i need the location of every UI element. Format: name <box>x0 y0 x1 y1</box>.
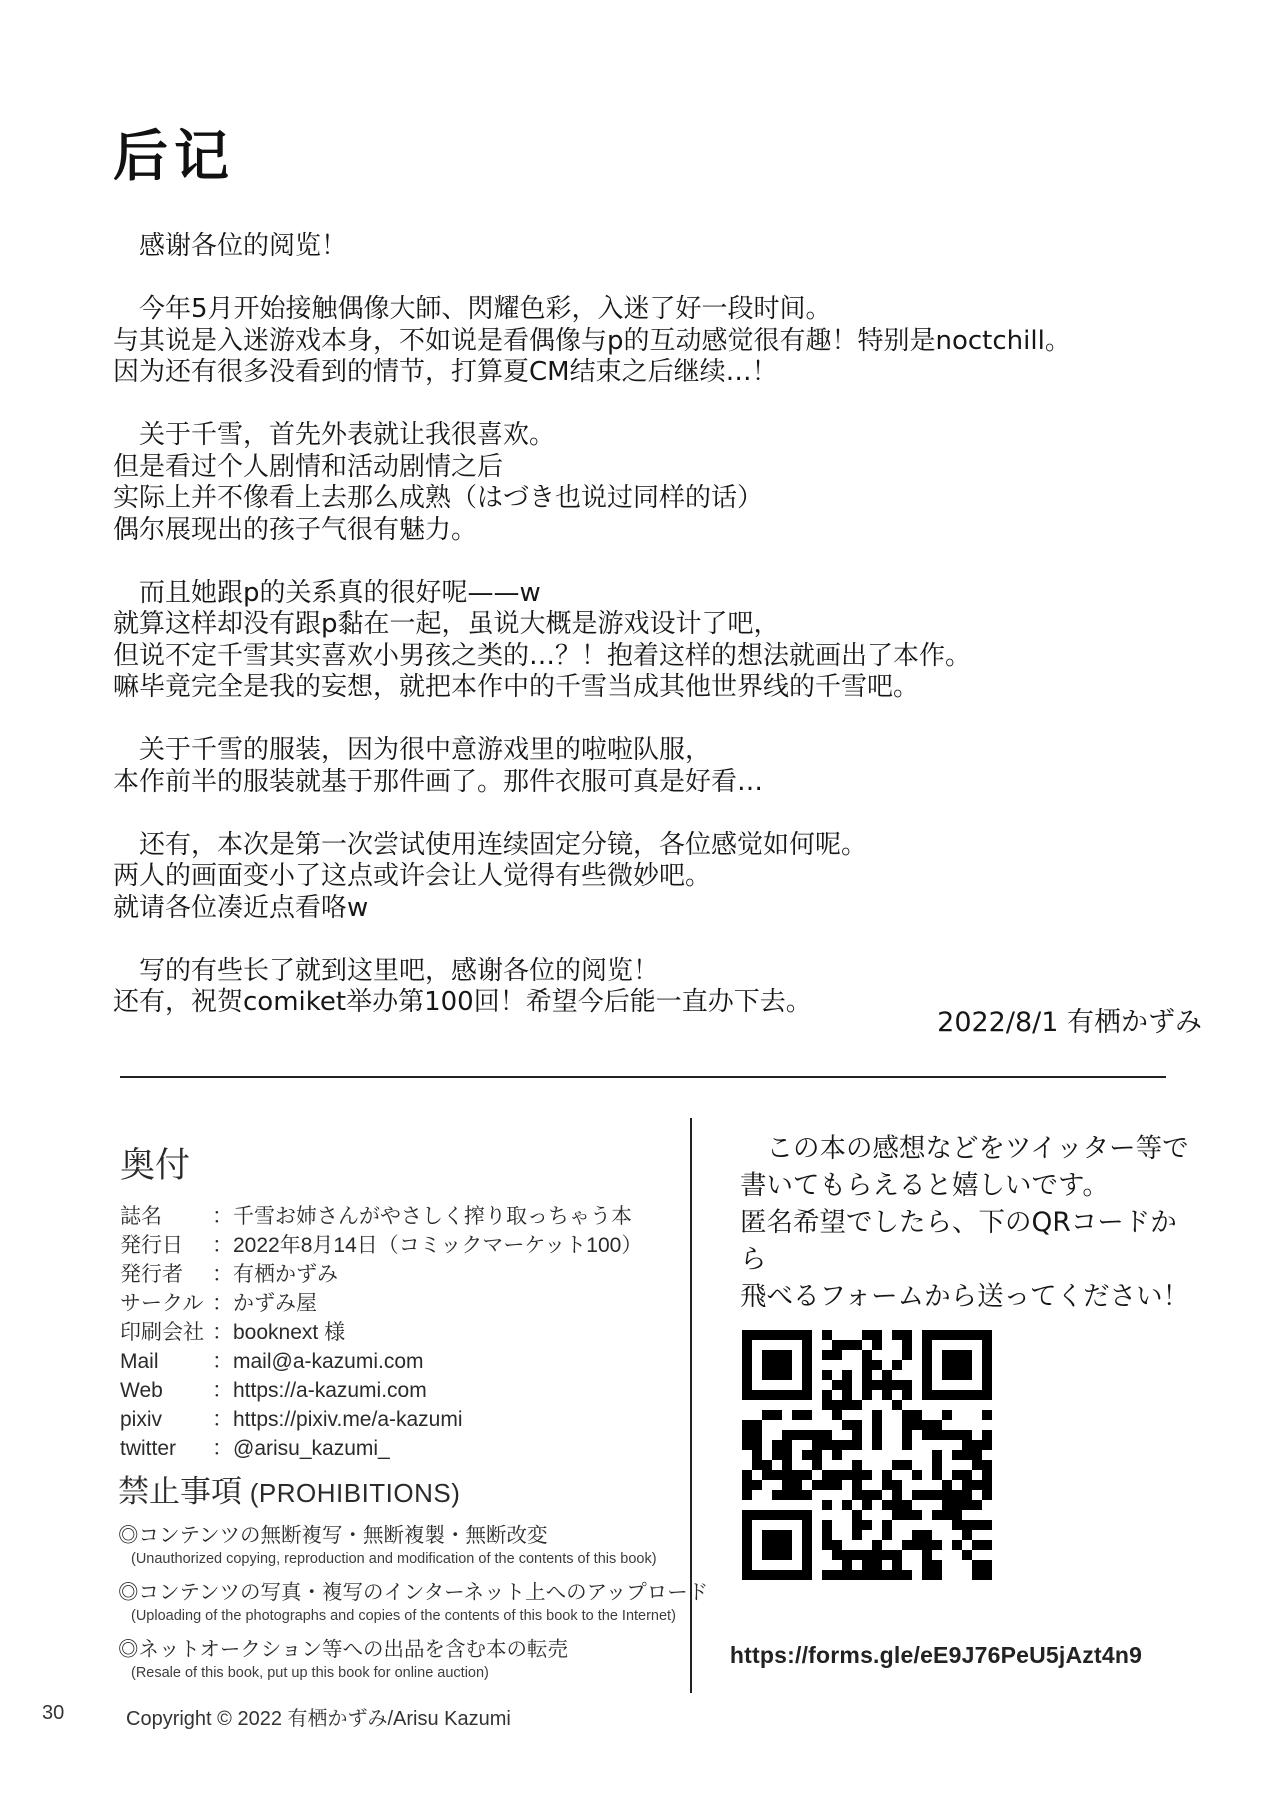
colophon-value: ：千雪お姉さんがやさしく搾り取っちゃう本 <box>212 1205 632 1228</box>
afterword-body <box>113 231 1183 1019</box>
colophon-value: ：有栖かずみ <box>212 1263 338 1286</box>
vertical-divider <box>690 1118 692 1693</box>
afterword-line: 写的有些长了就到这里吧，感谢各位的阅览！ <box>113 955 660 986</box>
colophon-label: Mail <box>120 1350 159 1373</box>
prohibition-item <box>118 1637 678 1683</box>
colophon-value: ：2022年8月14日（コミックマーケット100） <box>212 1234 643 1257</box>
prohibitions-title-en: (PROHIBITIONS) <box>242 1478 461 1508</box>
prohibition-item <box>118 1580 709 1626</box>
qr-code-wrap <box>742 1330 992 1580</box>
colophon-row <box>120 1231 675 1260</box>
colophon-row <box>120 1405 675 1434</box>
afterword-line: 就请各位凑近点看咯w <box>113 892 369 923</box>
afterword-line: 还有，本次是第一次尝试使用连续固定分镜，各位感觉如何呢。 <box>113 829 868 860</box>
feedback-form-url: https://forms.gle/eE9J76PeU5jAzt4n9 <box>729 1642 1143 1668</box>
afterword-line <box>113 546 1183 578</box>
colophon-label: 印刷会社 <box>120 1321 204 1344</box>
prohibition-item <box>118 1523 678 1569</box>
afterword-line <box>113 924 1183 956</box>
feedback-line: 匿名希望でしたら、下のQRコードから <box>740 1207 1177 1275</box>
afterword-line: 嘛毕竟完全是我的妄想，就把本作中的千雪当成其他世界线的千雪吧。 <box>113 672 920 702</box>
colophon-label: 発行者 <box>120 1263 183 1286</box>
page-number: 30 <box>42 1702 65 1724</box>
afterword-line: 但是看过个人剧情和活动剧情之后 <box>113 451 504 482</box>
afterword-line: 两人的画面变小了这点或许会让人觉得有些微妙吧。 <box>113 861 712 891</box>
colophon-value: ：booknext 様 <box>212 1321 346 1344</box>
prohibition-en: (Resale of this book, put up this book for online auction) <box>131 1665 489 1681</box>
afterword-line: 实际上并不像看上去那么成熟（はづき也说过同样的话） <box>113 483 764 513</box>
prohibitions-title <box>118 1466 678 1511</box>
afterword-line <box>113 798 1183 830</box>
colophon-title: 奥付 <box>120 1146 191 1185</box>
afterword-line <box>113 704 1183 736</box>
prohibition-jp: ◎コンテンツの無断複写・無断複製・無断改変 <box>118 1524 548 1547</box>
colophon-value: ：https://a-kazumi.com <box>212 1379 427 1402</box>
afterword-line: 今年5月开始接触偶像大師、閃耀色彩，入迷了好一段时间。 <box>113 294 832 324</box>
colophon-row <box>120 1434 675 1463</box>
prohibitions-title-jp: 禁止事項 <box>118 1474 242 1509</box>
prohibition-en: (Unauthorized copying, reproduction and modification of the contents of this book) <box>131 1551 657 1567</box>
feedback-line: 書いてもらえると嬉しいです。 <box>740 1170 1109 1201</box>
qr-code <box>742 1330 992 1580</box>
afterword-line: 本作前半的服装就基于那件画了。那件衣服可真是好看… <box>113 766 764 797</box>
colophon-row <box>120 1202 675 1231</box>
afterword-line: 偶尔展现出的孩子气很有魅力。 <box>113 514 478 545</box>
afterword-line: 关于千雪，首先外表就让我很喜欢。 <box>113 420 556 450</box>
colophon-label: 誌名 <box>120 1205 162 1228</box>
feedback-note <box>740 1130 1190 1315</box>
afterword-line <box>113 389 1183 421</box>
feedback-line: 飛べるフォームから送ってください！ <box>740 1281 1190 1312</box>
colophon-value: ：@arisu_kazumi_ <box>212 1437 390 1460</box>
afterword-line: 与其说是入迷游戏本身，不如说是看偶像与p的互动感觉很有趣！特别是noctchill。 <box>113 325 1071 356</box>
prohibitions-section <box>118 1466 709 1694</box>
prohibition-jp: ◎コンテンツの写真・複写のインターネット上へのアップロード <box>118 1581 709 1604</box>
colophon-section <box>120 1138 675 1463</box>
prohibition-jp: ◎ネットオークション等への出品を含む本の転売 <box>118 1638 568 1661</box>
colophon-value: ：https://pixiv.me/a-kazumi <box>212 1408 463 1431</box>
colophon-value: ：かずみ屋 <box>212 1292 317 1315</box>
prohibitions-list <box>118 1523 709 1683</box>
afterword-line: 因为还有很多没看到的情节，打算夏CM结束之后继续…！ <box>113 357 778 387</box>
colophon-label: 発行日 <box>120 1234 183 1257</box>
colophon-label: サークル <box>120 1292 204 1315</box>
afterword-line: 而且她跟p的关系真的很好呢——w <box>113 577 541 608</box>
colophon-row <box>120 1376 675 1405</box>
copyright-text: Copyright © 2022 有栖かずみ/Arisu Kazumi <box>126 1708 511 1730</box>
colophon-row <box>120 1347 675 1376</box>
colophon-label: pixiv <box>120 1408 163 1431</box>
afterword-line: 还有，祝贺comiket举办第100回！希望今后能一直办下去。 <box>113 987 812 1017</box>
colophon-label: Web <box>120 1379 163 1402</box>
afterword-section <box>113 112 1183 1019</box>
colophon-value: ：mail@a-kazumi.com <box>212 1350 424 1373</box>
author-signature: 2022/8/1 有栖かずみ <box>937 1007 1202 1038</box>
afterword-line <box>113 263 1183 295</box>
afterword-line: 但说不定千雪其实喜欢小男孩之类的…？！抱着这样的想法就画出了本作。 <box>113 640 972 671</box>
feedback-line: この本の感想などをツイッター等で <box>740 1133 1189 1164</box>
afterword-line: 就算这样却没有跟p黏在一起，虽说大概是游戏设计了吧， <box>113 609 780 639</box>
colophon-row <box>120 1260 675 1289</box>
prohibition-en: (Uploading of the photographs and copies of the contents of this book to the Internet) <box>131 1608 676 1624</box>
colophon-row <box>120 1318 675 1347</box>
colophon-row <box>120 1289 675 1318</box>
horizontal-divider <box>120 1076 1166 1078</box>
colophon-label: twitter <box>120 1437 177 1460</box>
page-title: 后记 <box>113 124 236 188</box>
colophon-table <box>120 1202 675 1463</box>
afterword-line: 感谢各位的阅览！ <box>113 231 348 261</box>
afterword-line: 关于千雪的服装，因为很中意游戏里的啦啦队服， <box>113 735 712 765</box>
